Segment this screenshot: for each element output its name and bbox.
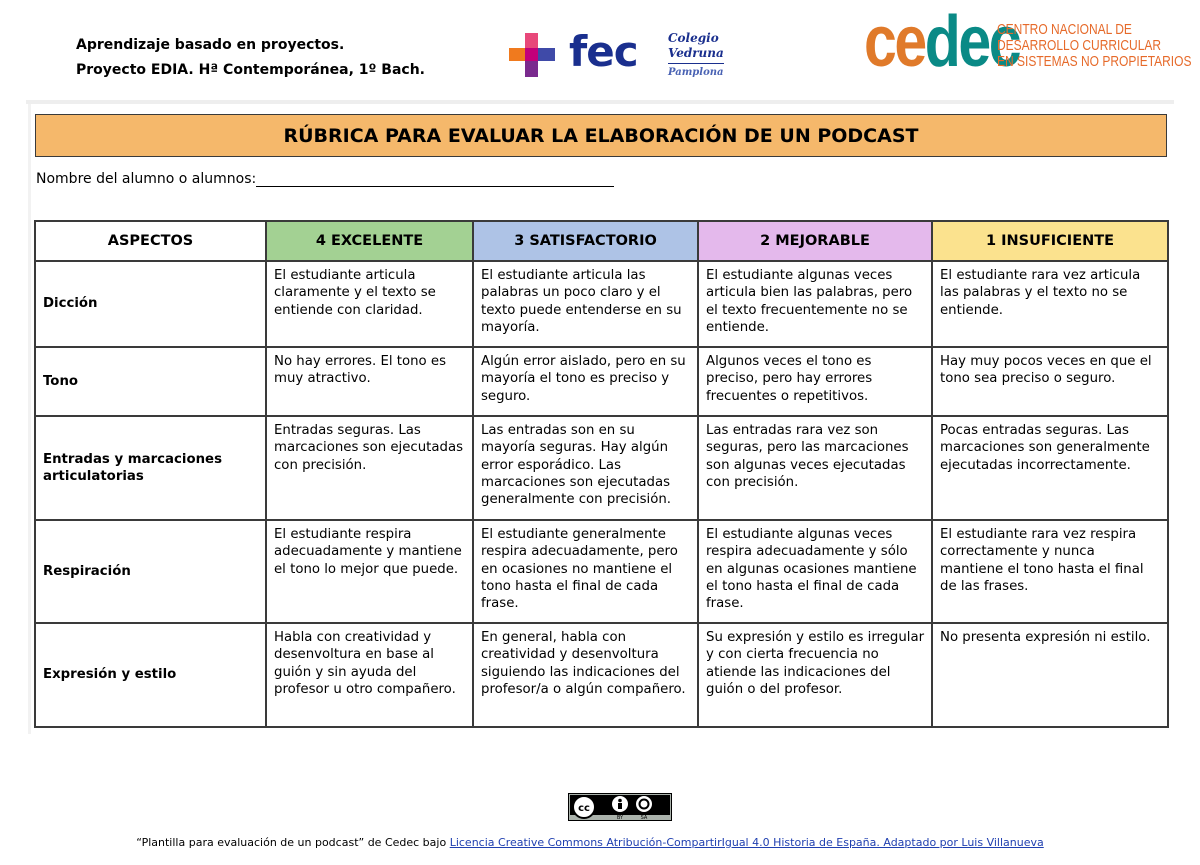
- cell: Entradas seguras. Las marcaciones son ejecutadas con precisión.: [266, 416, 473, 520]
- table-row: [35, 347, 1168, 416]
- rubric-title: RÚBRICA PARA EVALUAR LA ELABORACIÓN DE UN PODCAST: [35, 114, 1167, 157]
- cell: Hay muy pocos veces en que el tono sea preciso o seguro.: [932, 347, 1168, 416]
- header-divider: [26, 100, 1174, 104]
- cell: Habla con creatividad y desenvoltura en base al guión y sin ayuda del profesor u otro compañero.: [266, 623, 473, 727]
- header-line-1: Aprendizaje basado en proyectos.: [76, 37, 345, 53]
- header-row: [35, 221, 1168, 261]
- cell: No hay errores. El tono es muy atractivo.: [266, 347, 473, 416]
- vedruna-line-2: Vedruna: [668, 46, 724, 60]
- cell: El estudiante algunas veces articula bien las palabras, pero el texto frecuentemente no se entiende.: [698, 261, 932, 347]
- table-row: [35, 520, 1168, 623]
- aspect-entradas: Entradas y marcaciones articulatorias: [35, 416, 266, 520]
- table-row: [35, 416, 1168, 520]
- cc-icon-label: cc: [578, 803, 590, 814]
- header-aspectos: ASPECTOS: [35, 221, 266, 261]
- cell: El estudiante articula las palabras un poco claro y el texto puede entenderse en su mayoría.: [473, 261, 698, 347]
- cell: Algunos veces el tono es preciso, pero hay errores frecuentes o repetitivos.: [698, 347, 932, 416]
- header-insuficiente: 1 INSUFICIENTE: [932, 221, 1168, 261]
- license-link[interactable]: Licencia Creative Commons Atribución-CompartirIgual 4.0 Historia de España. Adaptado por Luis Villanueva: [449, 836, 1044, 849]
- header-satisfactorio: 3 SATISFACTORIO: [473, 221, 698, 261]
- table-row: [35, 623, 1168, 727]
- cell: En general, habla con creatividad y desenvoltura siguiendo las indicaciones del profesor/a o algún compañero.: [473, 623, 698, 727]
- student-name-line: [36, 171, 614, 187]
- aspect-respiracion: Respiración: [35, 520, 266, 623]
- footer-text: “Plantilla para evaluación de un podcast” de Cedec bajo: [136, 836, 450, 849]
- page-edge: [28, 104, 31, 734]
- aspect-tono: Tono: [35, 347, 266, 416]
- by-label: BY: [616, 815, 624, 821]
- sa-label: SA: [640, 815, 648, 821]
- cedec-wordmark: cedec: [864, 2, 1020, 82]
- cell: Pocas entradas seguras. Las marcaciones son generalmente ejecutadas incorrectamente.: [932, 416, 1168, 520]
- header-mejorable: 2 MEJORABLE: [698, 221, 932, 261]
- aspect-diccion: Dicción: [35, 261, 266, 347]
- cc-license-badge[interactable]: [568, 793, 672, 821]
- fec-cross-icon: [509, 33, 555, 77]
- header-text: [76, 33, 425, 83]
- cell: El estudiante rara vez articula las palabras y el texto no se entiende.: [932, 261, 1168, 347]
- student-name-label: Nombre del alumno o alumnos:: [36, 171, 257, 187]
- cedec-subtitle: CENTRO NACIONAL DE DESARROLLO CURRICULAR EN SISTEMAS NO PROPIETARIOS: [997, 21, 1192, 70]
- cell: No presenta expresión ni estilo.: [932, 623, 1168, 727]
- fec-logo: [509, 27, 639, 77]
- cell: Su expresión y estilo es irregular y con cierta frecuencia no atiende las indicaciones del guión o del profesor.: [698, 623, 932, 727]
- vedruna-line-3: Pamplona: [668, 63, 724, 80]
- header-excelente: 4 EXCELENTE: [266, 221, 473, 261]
- vedruna-logo: [668, 31, 724, 80]
- aspect-expresion: Expresión y estilo: [35, 623, 266, 727]
- footer-attribution: [0, 836, 1180, 849]
- rubric-table: [34, 220, 1169, 728]
- cell: Algún error aislado, pero en su mayoría el tono es preciso y seguro.: [473, 347, 698, 416]
- cell: El estudiante rara vez respira correctamente y nunca mantiene el tono hasta el final de las frases.: [932, 520, 1168, 623]
- student-name-blank: [256, 172, 614, 187]
- cell: El estudiante algunas veces respira adecuadamente y sólo en algunas ocasiones mantiene el tono hasta el final de cada frase.: [698, 520, 932, 623]
- cell: Las entradas rara vez son seguras, pero las marcaciones son algunas veces ejecutadas con precisión.: [698, 416, 932, 520]
- vedruna-line-1: Colegio: [668, 31, 719, 45]
- cell: El estudiante respira adecuadamente y mantiene el tono lo mejor que puede.: [266, 520, 473, 623]
- cell: El estudiante articula claramente y el texto se entiende con claridad.: [266, 261, 473, 347]
- cell: Las entradas son en su mayoría seguras. Hay algún error esporádico. Las marcaciones son ejecutadas generalmente con precisión.: [473, 416, 698, 520]
- cell: El estudiante generalmente respira adecuadamente, pero en ocasiones no mantiene el tono hasta el final de cada frase.: [473, 520, 698, 623]
- table-row: [35, 261, 1168, 347]
- sa-icon: [636, 796, 652, 812]
- header-line-2: Proyecto EDIA. Hª Contemporánea, 1º Bach.: [76, 62, 425, 78]
- fec-logo-text: fec: [569, 27, 638, 76]
